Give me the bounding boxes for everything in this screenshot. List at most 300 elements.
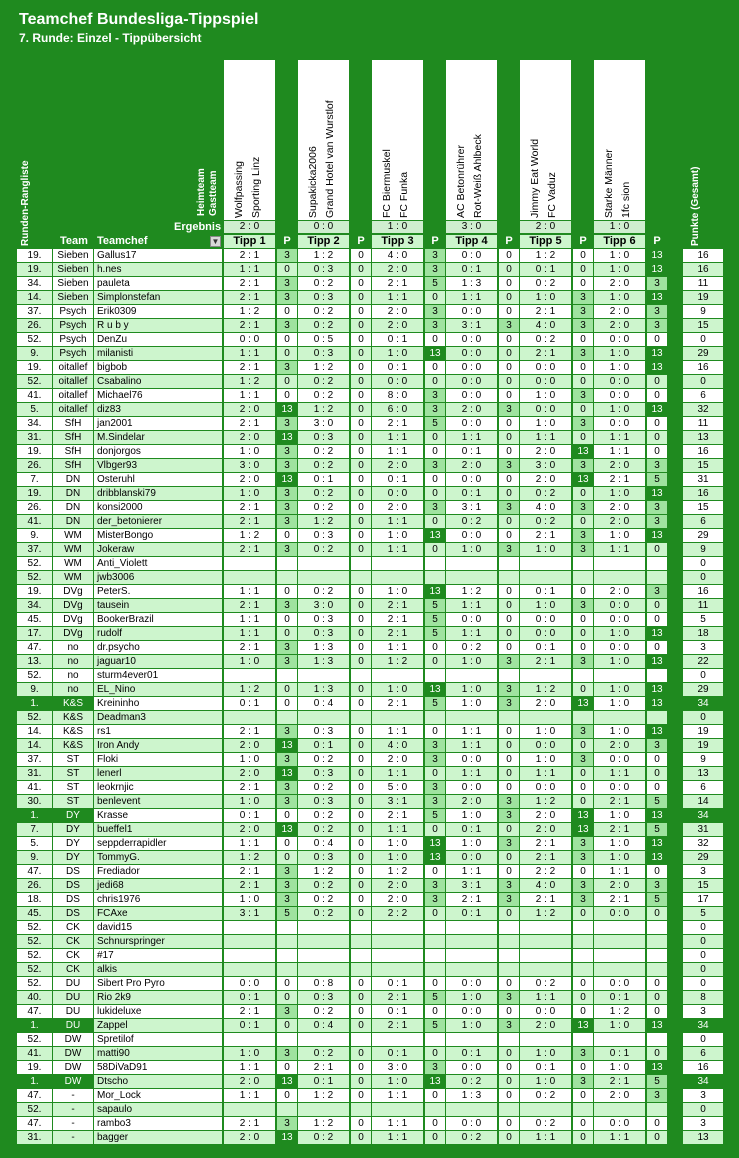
points-cell: 3 [277, 319, 297, 332]
points-cell: 0 [499, 291, 519, 304]
points-cell [647, 1103, 667, 1116]
table-row [0, 543, 739, 556]
tipp-cell: 0 : 2 [298, 823, 349, 836]
tipp-cell: 0 : 3 [298, 263, 349, 276]
points-cell: 0 [499, 1061, 519, 1074]
points-column-header: P [505, 235, 513, 247]
points-cell: 0 [351, 347, 371, 360]
teamchef-cell: bagger [94, 1131, 222, 1144]
punkte-header: Punkte (Gesamt) [690, 166, 701, 246]
table-row [0, 1117, 739, 1130]
table-row [0, 445, 739, 458]
team-cell: DW [53, 1061, 93, 1074]
points-cell: 0 [499, 473, 519, 486]
tipp-cell: 2 : 0 [372, 501, 423, 514]
points-cell [499, 1103, 519, 1116]
tipp-cell [446, 949, 497, 962]
team-cell: WM [53, 529, 93, 542]
points-cell: 3 [647, 515, 667, 528]
points-cell: 0 [277, 1019, 297, 1032]
points-cell: 3 [499, 683, 519, 696]
table-row [0, 459, 739, 472]
tipp-cell: 2 : 0 [446, 459, 497, 472]
tipp-cell: 0 : 1 [520, 641, 571, 654]
points-cell [499, 669, 519, 682]
points-cell: 3 [573, 305, 593, 318]
points-cell: 0 [573, 1005, 593, 1018]
total-points-cell: 14 [683, 795, 723, 808]
points-cell: 3 [573, 319, 593, 332]
rank-cell: 52. [17, 1033, 52, 1046]
total-points-cell: 34 [683, 1019, 723, 1032]
points-column-header: P [357, 235, 365, 247]
points-cell: 0 [499, 1075, 519, 1088]
points-cell: 13 [277, 823, 297, 836]
points-cell: 0 [351, 473, 371, 486]
teamchef-cell: jedi68 [94, 879, 222, 892]
tipp-cell [372, 921, 423, 934]
points-cell: 0 [351, 403, 371, 416]
points-cell: 3 [277, 249, 297, 262]
rank-cell: 19. [17, 487, 52, 500]
table-row [0, 711, 739, 724]
rank-cell: 14. [17, 739, 52, 752]
tipp-cell: 1 : 1 [520, 767, 571, 780]
home-team-name: Jimmy Eat World [529, 138, 541, 218]
points-cell: 3 [499, 543, 519, 556]
rank-cell: 26. [17, 501, 52, 514]
table-row [0, 1019, 739, 1032]
rank-cell: 19. [17, 1061, 52, 1074]
tipp-cell: 1 : 1 [372, 823, 423, 836]
points-cell: 0 [499, 515, 519, 528]
points-cell: 13 [425, 683, 445, 696]
points-cell: 0 [425, 361, 445, 374]
team-cell: DW [53, 1075, 93, 1088]
rank-cell: 31. [17, 767, 52, 780]
teamchef-cell: Krasse [94, 809, 222, 822]
tipp-cell: 2 : 1 [520, 655, 571, 668]
points-cell [277, 711, 297, 724]
points-cell: 0 [425, 725, 445, 738]
points-cell: 13 [425, 347, 445, 360]
tipp-cell: 3 : 1 [372, 795, 423, 808]
table-row [0, 1131, 739, 1144]
points-cell: 0 [499, 375, 519, 388]
tipp-cell: 1 : 1 [446, 865, 497, 878]
total-points-cell: 16 [683, 585, 723, 598]
tipp-cell [520, 669, 571, 682]
points-cell: 3 [277, 277, 297, 290]
tipp-cell: 0 : 1 [224, 809, 275, 822]
points-cell: 3 [425, 319, 445, 332]
tipp-cell: 2 : 1 [594, 893, 645, 906]
points-cell: 0 [351, 431, 371, 444]
points-cell: 0 [351, 1047, 371, 1060]
tipp-column-header: Tipp 1 [224, 235, 275, 248]
tipp-cell: 0 : 0 [594, 599, 645, 612]
tipp-cell: 2 : 1 [520, 529, 571, 542]
tipp-cell: 0 : 1 [372, 1047, 423, 1060]
tipp-cell [372, 963, 423, 976]
tipp-cell: 0 : 1 [372, 977, 423, 990]
table-row [0, 823, 739, 836]
tipp-cell: 1 : 0 [224, 795, 275, 808]
tipp-cell: 0 : 0 [446, 305, 497, 318]
tipp-cell: 2 : 1 [224, 277, 275, 290]
table-row [0, 333, 739, 346]
tipp-cell: 0 : 0 [520, 613, 571, 626]
teamchef-cell: Iron Andy [94, 739, 222, 752]
team-cell: DS [53, 879, 93, 892]
tipp-cell: 0 : 4 [298, 1019, 349, 1032]
total-points-cell: 32 [683, 837, 723, 850]
teamchef-cell: rambo3 [94, 1117, 222, 1130]
points-cell: 0 [573, 739, 593, 752]
tipp-cell: 2 : 0 [372, 319, 423, 332]
tipp-cell: 2 : 1 [520, 893, 571, 906]
points-cell: 3 [647, 879, 667, 892]
tipp-cell: 0 : 0 [520, 361, 571, 374]
points-cell: 0 [647, 599, 667, 612]
tipp-cell: 0 : 0 [446, 977, 497, 990]
tipp-cell: 0 : 2 [520, 333, 571, 346]
points-cell: 0 [277, 1089, 297, 1102]
rank-cell: 9. [17, 347, 52, 360]
tipp-cell: 3 : 0 [298, 417, 349, 430]
points-cell: 3 [573, 1047, 593, 1060]
tipp-cell: 2 : 0 [520, 697, 571, 710]
points-cell: 13 [425, 1075, 445, 1088]
tipp-column-header: Tipp 6 [594, 235, 645, 248]
points-cell: 3 [647, 1089, 667, 1102]
points-cell: 0 [499, 1131, 519, 1144]
tipp-cell: 0 : 1 [372, 1005, 423, 1018]
tipp-cell: 1 : 1 [446, 431, 497, 444]
points-cell [573, 669, 593, 682]
tipp-cell: 0 : 2 [298, 459, 349, 472]
tipp-cell: 2 : 1 [224, 865, 275, 878]
teamchef-cell: PeterS. [94, 585, 222, 598]
points-cell: 0 [351, 459, 371, 472]
points-cell: 13 [277, 431, 297, 444]
points-cell: 5 [277, 907, 297, 920]
points-cell: 0 [573, 515, 593, 528]
points-cell: 13 [573, 1019, 593, 1032]
team-cell: DW [53, 1047, 93, 1060]
team-cell: Psych [53, 347, 93, 360]
tipp-cell: 2 : 0 [372, 263, 423, 276]
points-cell: 3 [277, 753, 297, 766]
tipp-cell: 1 : 0 [224, 1047, 275, 1060]
tipp-cell [594, 963, 645, 976]
tipp-cell: 3 : 0 [224, 459, 275, 472]
total-points-cell: 16 [683, 263, 723, 276]
tipp-cell: 1 : 0 [594, 487, 645, 500]
points-cell: 0 [499, 613, 519, 626]
tipp-cell: 2 : 1 [224, 781, 275, 794]
tipp-cell: 1 : 2 [372, 655, 423, 668]
tipp-cell: 1 : 0 [372, 1075, 423, 1088]
table-row [0, 977, 739, 990]
table-row [0, 851, 739, 864]
points-cell [425, 1103, 445, 1116]
team-cell: DVg [53, 627, 93, 640]
points-cell: 13 [647, 263, 667, 276]
points-cell: 0 [351, 865, 371, 878]
points-cell: 3 [573, 1075, 593, 1088]
rank-cell: 52. [17, 1103, 52, 1116]
points-cell [425, 921, 445, 934]
tipp-cell: 0 : 1 [446, 907, 497, 920]
points-cell: 0 [277, 529, 297, 542]
points-cell: 0 [499, 851, 519, 864]
points-cell [277, 949, 297, 962]
tipp-cell: 1 : 3 [446, 277, 497, 290]
team-cell: SfH [53, 445, 93, 458]
points-cell: 0 [277, 991, 297, 1004]
tipp-cell: 2 : 1 [372, 417, 423, 430]
rank-cell: 52. [17, 571, 52, 584]
teamchef-cell: Schnurspringer [94, 935, 222, 948]
tipp-cell: 0 : 2 [520, 977, 571, 990]
points-cell: 3 [277, 1005, 297, 1018]
teamchef-cell: sapaulo [94, 1103, 222, 1116]
points-cell: 0 [425, 907, 445, 920]
team-cell: WM [53, 543, 93, 556]
tipp-cell: 1 : 2 [298, 1117, 349, 1130]
tipp-cell: 1 : 1 [372, 291, 423, 304]
points-cell: 0 [647, 767, 667, 780]
points-cell [573, 571, 593, 584]
tipp-cell: 1 : 0 [224, 655, 275, 668]
tipp-cell: 0 : 3 [298, 795, 349, 808]
tipp-cell: 0 : 0 [520, 403, 571, 416]
tipp-cell: 2 : 0 [520, 1019, 571, 1032]
points-cell: 0 [277, 627, 297, 640]
table-row [0, 361, 739, 374]
total-points-cell: 0 [683, 669, 723, 682]
points-cell: 3 [425, 1061, 445, 1074]
points-cell [351, 1103, 371, 1116]
tipp-cell [298, 1033, 349, 1046]
tipp-cell: 1 : 0 [446, 1019, 497, 1032]
tipp-cell: 2 : 0 [594, 305, 645, 318]
tipp-cell [372, 571, 423, 584]
teamchef-cell: Erik0309 [94, 305, 222, 318]
points-cell: 0 [499, 739, 519, 752]
total-points-cell: 9 [683, 305, 723, 318]
table-row [0, 809, 739, 822]
points-cell: 3 [573, 655, 593, 668]
teamchef-cell: konsi2000 [94, 501, 222, 514]
points-cell: 0 [573, 991, 593, 1004]
points-cell: 0 [573, 1089, 593, 1102]
points-cell: 0 [647, 977, 667, 990]
points-cell: 3 [499, 879, 519, 892]
points-cell: 3 [277, 655, 297, 668]
tipp-cell: 1 : 0 [594, 263, 645, 276]
teamchef-cell: sturm4ever01 [94, 669, 222, 682]
table-row [0, 627, 739, 640]
points-cell: 3 [573, 543, 593, 556]
total-points-cell: 15 [683, 319, 723, 332]
team-cell: - [53, 1089, 93, 1102]
points-cell: 5 [425, 627, 445, 640]
table-row [0, 655, 739, 668]
points-cell: 0 [351, 1005, 371, 1018]
total-points-cell: 3 [683, 1089, 723, 1102]
teamchef-cell: Spretilof [94, 1033, 222, 1046]
points-cell: 0 [351, 445, 371, 458]
tipp-cell: 4 : 0 [520, 879, 571, 892]
points-cell: 0 [573, 795, 593, 808]
points-cell: 3 [499, 403, 519, 416]
total-points-cell: 16 [683, 487, 723, 500]
tipp-cell: 4 : 0 [520, 319, 571, 332]
points-cell: 5 [425, 417, 445, 430]
points-cell: 0 [499, 1005, 519, 1018]
points-cell: 13 [647, 1061, 667, 1074]
tipp-cell: 1 : 1 [372, 1117, 423, 1130]
tipp-cell: 2 : 0 [224, 739, 275, 752]
tipp-cell: 3 : 1 [446, 879, 497, 892]
tipp-cell: 0 : 0 [372, 487, 423, 500]
tipp-cell: 0 : 0 [224, 333, 275, 346]
rank-header: Runden-Rangliste [20, 160, 31, 246]
points-cell: 13 [647, 403, 667, 416]
rank-cell: 13. [17, 655, 52, 668]
points-cell: 0 [499, 599, 519, 612]
tipp-cell: 2 : 2 [372, 907, 423, 920]
team-cell: - [53, 1131, 93, 1144]
teamchef-cell: FCAxe [94, 907, 222, 920]
total-points-cell: 15 [683, 459, 723, 472]
tipp-cell: 1 : 1 [224, 627, 275, 640]
teamchef-cell: Osteruhl [94, 473, 222, 486]
team-cell: no [53, 655, 93, 668]
points-cell: 3 [499, 991, 519, 1004]
tipp-cell: 1 : 1 [446, 767, 497, 780]
points-cell [573, 935, 593, 948]
points-cell: 13 [573, 823, 593, 836]
points-cell: 3 [425, 795, 445, 808]
points-cell: 3 [573, 893, 593, 906]
tipp-cell: 0 : 3 [298, 767, 349, 780]
tipp-cell [224, 557, 275, 570]
tipp-cell: 2 : 0 [594, 739, 645, 752]
match-result: 0 : 0 [298, 221, 349, 233]
points-cell: 13 [647, 851, 667, 864]
teamchef-cell: jaguar10 [94, 655, 222, 668]
tipp-cell: 0 : 0 [446, 1005, 497, 1018]
table-row [0, 865, 739, 878]
tipp-cell: 0 : 3 [298, 725, 349, 738]
points-cell: 13 [647, 725, 667, 738]
rank-cell: 52. [17, 921, 52, 934]
tipp-cell: 0 : 0 [446, 1117, 497, 1130]
points-cell: 3 [425, 501, 445, 514]
ergebnis-label: Ergebnis [174, 221, 222, 233]
table-row [0, 585, 739, 598]
tipp-cell [372, 1103, 423, 1116]
tipp-cell: 2 : 0 [372, 305, 423, 318]
rank-cell: 31. [17, 431, 52, 444]
teamchef-cell: Csabalino [94, 375, 222, 388]
team-cell: Sieben [53, 277, 93, 290]
tipp-cell: 2 : 0 [446, 403, 497, 416]
team-cell: ST [53, 781, 93, 794]
tipp-cell: 1 : 2 [224, 851, 275, 864]
filter-dropdown-button[interactable]: ▼ [211, 237, 220, 246]
points-cell: 0 [425, 473, 445, 486]
tipp-cell: 4 : 0 [372, 739, 423, 752]
tipp-cell: 2 : 1 [372, 613, 423, 626]
points-cell: 5 [647, 1075, 667, 1088]
points-cell: 0 [499, 781, 519, 794]
tipp-cell: 0 : 3 [298, 991, 349, 1004]
home-team-name: AC Betonrührer [455, 145, 467, 218]
points-cell: 0 [573, 263, 593, 276]
total-points-cell: 0 [683, 1033, 723, 1046]
points-cell: 0 [351, 361, 371, 374]
points-cell: 13 [647, 249, 667, 262]
points-cell: 0 [351, 753, 371, 766]
points-cell: 3 [277, 361, 297, 374]
points-cell: 0 [277, 977, 297, 990]
points-cell: 13 [647, 529, 667, 542]
tipp-cell [224, 1033, 275, 1046]
points-cell [499, 949, 519, 962]
points-cell: 0 [425, 431, 445, 444]
tipp-cell: 0 : 2 [520, 1089, 571, 1102]
tipp-cell: 1 : 0 [372, 529, 423, 542]
points-cell: 0 [351, 851, 371, 864]
tipp-cell: 2 : 1 [224, 249, 275, 262]
points-cell [647, 571, 667, 584]
team-cell: DN [53, 501, 93, 514]
rank-cell: 1. [17, 809, 52, 822]
points-cell: 0 [499, 1117, 519, 1130]
points-cell: 0 [351, 515, 371, 528]
total-points-cell: 11 [683, 599, 723, 612]
team-cell: DN [53, 515, 93, 528]
points-cell: 3 [499, 319, 519, 332]
rank-cell: 26. [17, 879, 52, 892]
tipp-cell: 1 : 0 [594, 361, 645, 374]
tipp-cell: 1 : 2 [224, 529, 275, 542]
tipp-cell: 1 : 1 [520, 991, 571, 1004]
points-cell: 0 [573, 977, 593, 990]
tipp-cell: 1 : 0 [446, 683, 497, 696]
teamchef-cell: chris1976 [94, 893, 222, 906]
points-cell: 0 [499, 347, 519, 360]
points-cell: 3 [573, 837, 593, 850]
tipp-cell: 2 : 1 [298, 1061, 349, 1074]
tipp-cell: 1 : 3 [298, 683, 349, 696]
points-cell: 0 [351, 879, 371, 892]
tipp-cell [594, 949, 645, 962]
team-cell: DVg [53, 599, 93, 612]
rank-cell: 1. [17, 1019, 52, 1032]
tipp-cell: 1 : 2 [298, 249, 349, 262]
tipp-cell: 1 : 1 [224, 1089, 275, 1102]
tipp-cell: 1 : 0 [224, 893, 275, 906]
team-cell: Psych [53, 305, 93, 318]
tipp-cell: 1 : 1 [224, 263, 275, 276]
team-cell: SfH [53, 431, 93, 444]
tipp-cell: 2 : 0 [224, 1075, 275, 1088]
